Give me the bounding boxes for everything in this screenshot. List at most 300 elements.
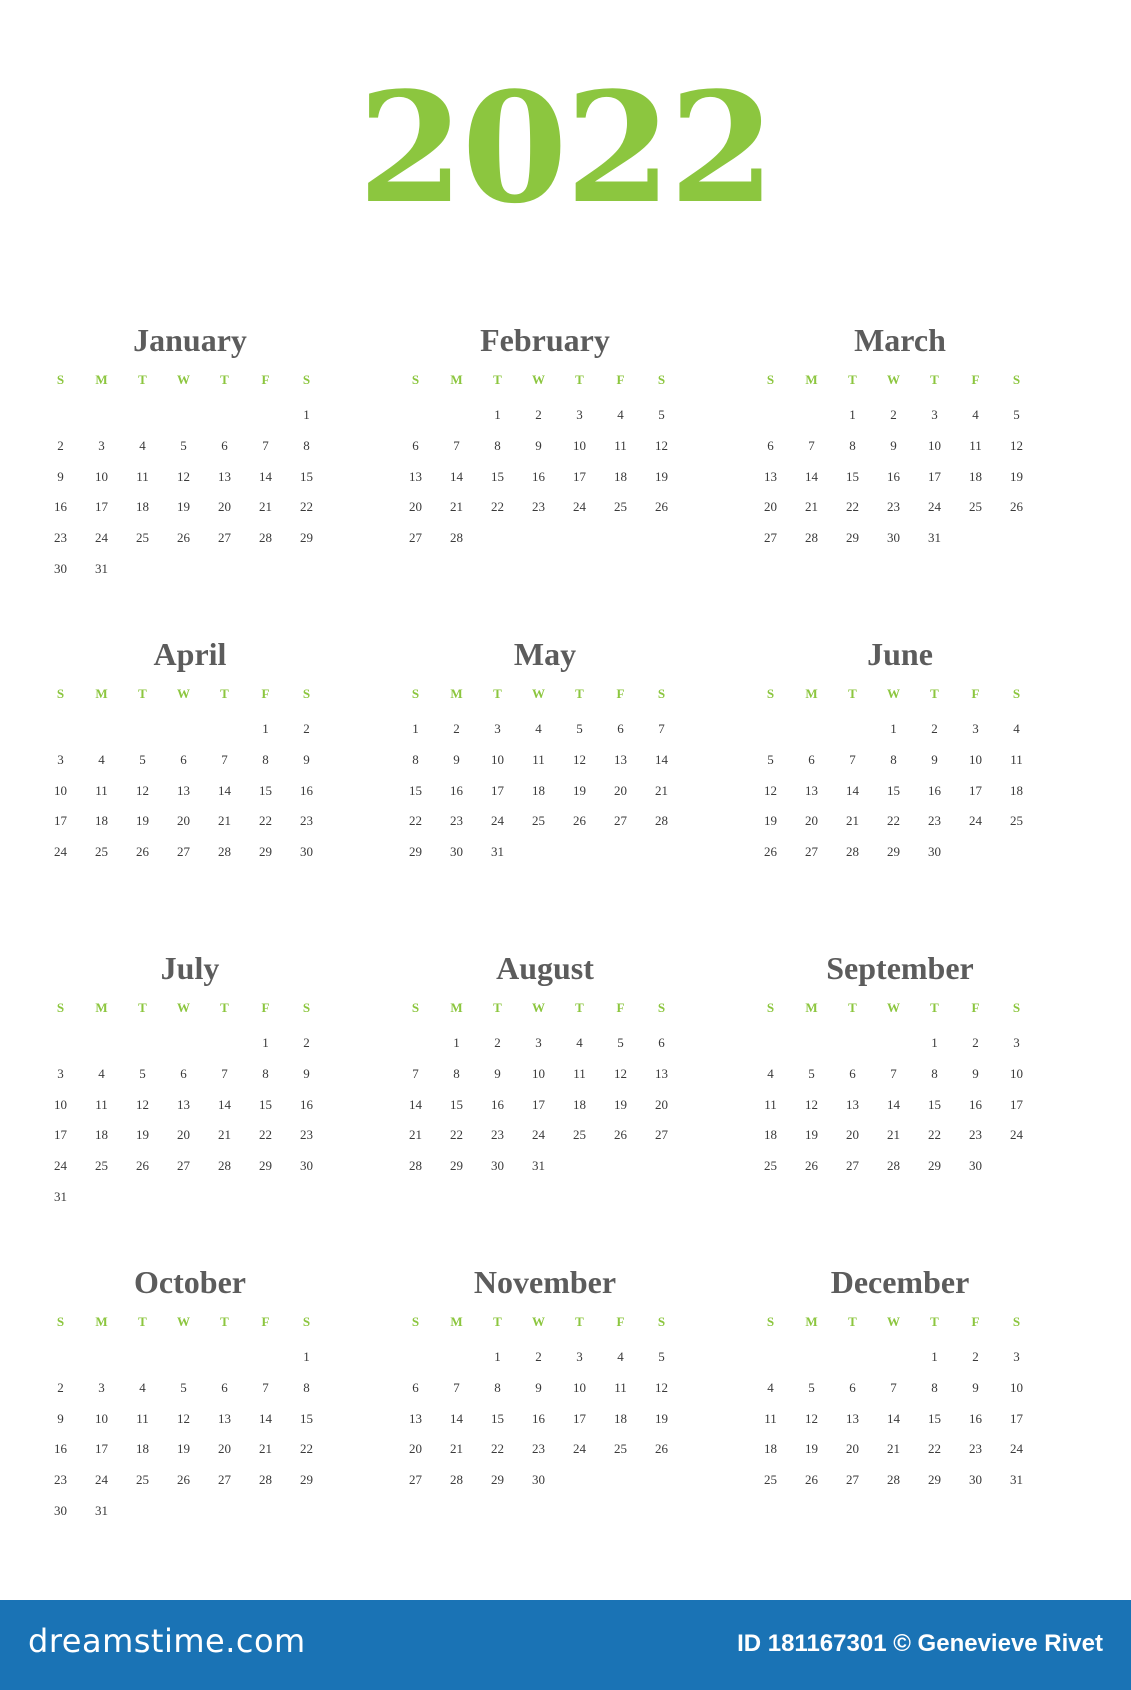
day-cell: 28	[450, 530, 463, 546]
empty-day-cell	[163, 1342, 204, 1373]
year-title: 2022	[357, 58, 774, 237]
day-cell: 14	[655, 751, 668, 767]
day-cell: 29	[846, 530, 859, 546]
month-name: December	[830, 1264, 970, 1300]
day-cell: 26	[764, 844, 777, 860]
day-cell: 6	[180, 1065, 187, 1081]
weekday-label: S	[411, 372, 420, 387]
day-cell: 18	[532, 782, 545, 798]
day-cell: 15	[259, 1096, 272, 1112]
day-cell: 16	[887, 468, 900, 484]
day-cell: 16	[450, 782, 463, 798]
weekday-label: W	[177, 1314, 190, 1329]
day-cell: 4	[576, 1035, 583, 1050]
days-grid	[750, 400, 1050, 554]
day-cell: 14	[218, 1096, 231, 1112]
day-cell: 24	[1010, 1127, 1023, 1143]
weekday-header-row	[40, 1310, 340, 1334]
day-cell: 13	[846, 1410, 859, 1426]
empty-day-cell	[791, 400, 832, 431]
day-cell: 12	[1010, 437, 1023, 453]
day-cell: 30	[300, 844, 313, 860]
weekday-header-row	[750, 682, 1050, 706]
empty-day-cell	[395, 400, 436, 431]
month-september	[750, 948, 1050, 1182]
empty-day-cell	[122, 1342, 163, 1373]
day-cell: 27	[218, 1472, 231, 1488]
day-cell: 14	[846, 782, 859, 798]
day-cell: 28	[655, 813, 668, 829]
day-cell: 27	[218, 530, 231, 546]
month-june	[750, 634, 1050, 868]
day-cell: 15	[887, 782, 900, 798]
day-cell: 21	[887, 1127, 900, 1143]
day-cell: 23	[450, 813, 463, 829]
month-january	[40, 320, 340, 585]
day-cell: 1	[262, 721, 269, 736]
day-cell: 18	[614, 1410, 627, 1426]
day-cell: 9	[453, 751, 460, 767]
day-cell: 23	[969, 1127, 982, 1143]
day-cell: 29	[259, 1158, 272, 1174]
day-cell: 29	[300, 530, 313, 546]
weekday-label: T	[575, 686, 584, 701]
day-cell: 28	[259, 530, 272, 546]
day-cell: 16	[300, 782, 313, 798]
day-cell: 5	[139, 751, 146, 767]
day-cell: 21	[218, 813, 231, 829]
day-cell: 14	[450, 468, 463, 484]
weekday-label: S	[302, 686, 311, 701]
weekday-header-row	[750, 996, 1050, 1020]
day-cell: 8	[494, 1379, 501, 1395]
weekday-label: S	[1012, 1314, 1021, 1329]
month-august	[395, 948, 695, 1182]
day-cell: 21	[805, 499, 818, 515]
day-cell: 11	[1010, 751, 1023, 767]
month-february	[395, 320, 695, 554]
day-cell: 29	[259, 844, 272, 860]
day-cell: 22	[928, 1127, 941, 1143]
empty-day-cell	[122, 400, 163, 431]
day-cell: 27	[846, 1158, 859, 1174]
weekday-label: S	[56, 372, 65, 387]
weekday-label: S	[1012, 686, 1021, 701]
day-cell: 16	[928, 782, 941, 798]
day-cell: 26	[573, 813, 586, 829]
empty-day-cell	[791, 1028, 832, 1059]
day-cell: 10	[95, 468, 108, 484]
day-cell: 8	[890, 751, 897, 767]
weekday-label: M	[805, 372, 818, 387]
day-cell: 28	[805, 530, 818, 546]
day-cell: 15	[491, 468, 504, 484]
weekday-label: T	[848, 372, 857, 387]
day-cell: 15	[300, 468, 313, 484]
weekday-label: T	[138, 372, 147, 387]
day-cell: 28	[409, 1158, 422, 1174]
day-cell: 17	[491, 782, 504, 798]
day-cell: 19	[177, 499, 190, 515]
day-cell: 29	[887, 844, 900, 860]
weekday-label: S	[411, 686, 420, 701]
day-cell: 7	[808, 437, 815, 453]
day-cell: 6	[849, 1379, 856, 1395]
day-cell: 14	[887, 1410, 900, 1426]
day-cell: 31	[95, 1502, 108, 1518]
empty-day-cell	[40, 714, 81, 745]
weekday-label: S	[766, 372, 775, 387]
day-cell: 30	[450, 844, 463, 860]
empty-day-cell	[436, 400, 477, 431]
day-cell: 7	[412, 1065, 419, 1081]
day-cell: 20	[218, 499, 231, 515]
day-cell: 20	[764, 499, 777, 515]
day-cell: 6	[767, 437, 774, 453]
days-grid	[750, 1028, 1050, 1182]
day-cell: 19	[655, 468, 668, 484]
weekday-label: F	[261, 1314, 270, 1329]
month-october	[40, 1262, 340, 1527]
day-cell: 12	[136, 782, 149, 798]
weekday-label: M	[95, 372, 108, 387]
day-cell: 7	[221, 751, 228, 767]
day-cell: 22	[491, 1441, 504, 1457]
day-cell: 3	[576, 1349, 583, 1364]
days-grid	[40, 1028, 340, 1213]
day-cell: 17	[1010, 1096, 1023, 1112]
month-november	[395, 1262, 695, 1496]
weekday-label: T	[220, 1000, 229, 1015]
weekday-label: S	[411, 1314, 420, 1329]
day-cell: 29	[409, 844, 422, 860]
day-cell: 4	[972, 407, 979, 422]
day-cell: 23	[491, 1127, 504, 1143]
day-cell: 4	[139, 1379, 146, 1395]
day-cell: 23	[54, 530, 67, 546]
weekday-label: S	[302, 1314, 311, 1329]
day-cell: 3	[494, 721, 501, 736]
empty-day-cell	[81, 400, 122, 431]
day-cell: 18	[614, 468, 627, 484]
day-cell: 18	[764, 1127, 777, 1143]
day-cell: 25	[95, 844, 108, 860]
day-cell: 31	[928, 530, 941, 546]
day-cell: 5	[767, 751, 774, 767]
day-cell: 19	[655, 1410, 668, 1426]
day-cell: 22	[450, 1127, 463, 1143]
day-cell: 24	[54, 1158, 67, 1174]
day-cell: 21	[409, 1127, 422, 1143]
day-cell: 6	[617, 721, 624, 736]
weekday-label: F	[261, 372, 270, 387]
day-cell: 13	[655, 1065, 668, 1081]
empty-day-cell	[873, 1342, 914, 1373]
day-cell: 18	[95, 813, 108, 829]
weekday-label: F	[261, 1000, 270, 1015]
day-cell: 2	[494, 1035, 501, 1050]
day-cell: 25	[1010, 813, 1023, 829]
month-march	[750, 320, 1050, 554]
empty-day-cell	[163, 714, 204, 745]
day-cell: 23	[969, 1441, 982, 1457]
weekday-label: W	[887, 686, 900, 701]
weekday-label: F	[616, 1314, 625, 1329]
day-cell: 16	[54, 499, 67, 515]
day-cell: 27	[409, 530, 422, 546]
day-cell: 7	[262, 1379, 269, 1395]
month-december	[750, 1262, 1050, 1496]
day-cell: 20	[805, 813, 818, 829]
day-cell: 22	[409, 813, 422, 829]
weekday-label: F	[971, 686, 980, 701]
weekday-label: W	[532, 1000, 545, 1015]
empty-day-cell	[791, 1342, 832, 1373]
day-cell: 25	[136, 530, 149, 546]
day-cell: 4	[1013, 721, 1020, 736]
weekday-label: S	[766, 1000, 775, 1015]
day-cell: 19	[614, 1096, 627, 1112]
day-cell: 5	[576, 721, 583, 736]
weekday-label: F	[971, 372, 980, 387]
day-cell: 1	[303, 1349, 310, 1364]
weekday-label: M	[95, 1314, 108, 1329]
day-cell: 19	[805, 1441, 818, 1457]
day-cell: 4	[535, 721, 542, 736]
day-cell: 8	[453, 1065, 460, 1081]
day-cell: 14	[450, 1410, 463, 1426]
day-cell: 8	[262, 1065, 269, 1081]
day-cell: 24	[54, 844, 67, 860]
days-grid	[40, 714, 340, 868]
day-cell: 3	[98, 437, 105, 453]
day-cell: 11	[136, 1410, 149, 1426]
day-cell: 18	[764, 1441, 777, 1457]
weekday-label: F	[616, 1000, 625, 1015]
weekday-label: S	[1012, 372, 1021, 387]
day-cell: 15	[259, 782, 272, 798]
day-cell: 17	[1010, 1410, 1023, 1426]
day-cell: 10	[573, 1379, 586, 1395]
day-cell: 11	[764, 1096, 777, 1112]
day-cell: 13	[846, 1096, 859, 1112]
month-name: June	[867, 636, 933, 672]
day-cell: 1	[412, 721, 419, 736]
day-cell: 14	[218, 782, 231, 798]
day-cell: 3	[1013, 1035, 1020, 1050]
day-cell: 2	[57, 437, 64, 453]
day-cell: 11	[95, 782, 108, 798]
day-cell: 24	[95, 1472, 108, 1488]
day-cell: 20	[614, 782, 627, 798]
empty-day-cell	[832, 714, 873, 745]
weekday-label: W	[532, 1314, 545, 1329]
day-cell: 29	[300, 1472, 313, 1488]
day-cell: 12	[764, 782, 777, 798]
day-cell: 20	[218, 1441, 231, 1457]
day-cell: 13	[177, 1096, 190, 1112]
weekday-label: W	[887, 1000, 900, 1015]
weekday-label: M	[805, 1000, 818, 1015]
footer-bar	[0, 1600, 1131, 1690]
weekday-label: S	[657, 1314, 666, 1329]
day-cell: 14	[805, 468, 818, 484]
day-cell: 31	[491, 844, 504, 860]
day-cell: 10	[54, 782, 67, 798]
day-cell: 4	[767, 1379, 774, 1395]
day-cell: 31	[1010, 1472, 1023, 1488]
empty-day-cell	[40, 1342, 81, 1373]
weekday-label: T	[575, 1314, 584, 1329]
day-cell: 15	[300, 1410, 313, 1426]
day-cell: 23	[532, 499, 545, 515]
day-cell: 5	[180, 437, 187, 453]
day-cell: 21	[655, 782, 668, 798]
day-cell: 7	[221, 1065, 228, 1081]
weekday-label: M	[450, 1314, 463, 1329]
day-cell: 5	[1013, 407, 1020, 422]
day-cell: 6	[412, 1379, 419, 1395]
weekday-label: S	[1012, 1000, 1021, 1015]
weekday-label: W	[887, 372, 900, 387]
weekday-label: T	[575, 372, 584, 387]
day-cell: 21	[450, 1441, 463, 1457]
month-name: September	[826, 950, 974, 986]
weekday-label: T	[930, 1000, 939, 1015]
month-name: May	[513, 636, 577, 672]
day-cell: 3	[57, 751, 64, 767]
day-cell: 1	[494, 1349, 501, 1364]
month-name: February	[480, 322, 610, 358]
empty-day-cell	[245, 1342, 286, 1373]
empty-day-cell	[163, 400, 204, 431]
weekday-label: T	[138, 1000, 147, 1015]
day-cell: 10	[491, 751, 504, 767]
day-cell: 17	[95, 1441, 108, 1457]
empty-day-cell	[395, 1028, 436, 1059]
month-name: January	[133, 322, 247, 358]
day-cell: 27	[846, 1472, 859, 1488]
empty-day-cell	[81, 1028, 122, 1059]
day-cell: 5	[808, 1379, 815, 1395]
day-cell: 4	[617, 407, 624, 422]
day-cell: 27	[805, 844, 818, 860]
day-cell: 21	[218, 1127, 231, 1143]
day-cell: 15	[491, 1410, 504, 1426]
weekday-label: F	[971, 1314, 980, 1329]
day-cell: 27	[655, 1127, 668, 1143]
day-cell: 28	[846, 844, 859, 860]
weekday-label: S	[56, 686, 65, 701]
day-cell: 2	[931, 721, 938, 736]
day-cell: 30	[300, 1158, 313, 1174]
days-grid	[395, 714, 695, 868]
day-cell: 24	[573, 499, 586, 515]
weekday-label: T	[848, 1000, 857, 1015]
day-cell: 2	[303, 721, 310, 736]
day-cell: 1	[849, 407, 856, 422]
weekday-label: T	[220, 372, 229, 387]
weekday-label: S	[766, 686, 775, 701]
day-cell: 24	[928, 499, 941, 515]
day-cell: 17	[54, 1127, 67, 1143]
day-cell: 5	[658, 407, 665, 422]
day-cell: 24	[573, 1441, 586, 1457]
day-cell: 6	[658, 1035, 665, 1050]
empty-day-cell	[832, 1028, 873, 1059]
day-cell: 7	[658, 721, 665, 736]
footer-brand[interactable]: dreamstime.com	[28, 1622, 306, 1660]
day-cell: 26	[655, 499, 668, 515]
weekday-label: S	[56, 1314, 65, 1329]
day-cell: 5	[180, 1379, 187, 1395]
day-cell: 16	[532, 1410, 545, 1426]
day-cell: 5	[658, 1349, 665, 1364]
day-cell: 9	[931, 751, 938, 767]
day-cell: 26	[655, 1441, 668, 1457]
day-cell: 12	[805, 1410, 818, 1426]
day-cell: 6	[221, 437, 228, 453]
day-cell: 19	[764, 813, 777, 829]
day-cell: 20	[177, 1127, 190, 1143]
day-cell: 1	[494, 407, 501, 422]
weekday-label: F	[261, 686, 270, 701]
day-cell: 12	[655, 437, 668, 453]
day-cell: 27	[409, 1472, 422, 1488]
day-cell: 16	[532, 468, 545, 484]
day-cell: 4	[98, 751, 105, 767]
footer-image-id: ID 181167301 © Genevieve Rivet	[737, 1630, 1103, 1657]
empty-day-cell	[832, 1342, 873, 1373]
weekday-header-row	[750, 1310, 1050, 1334]
day-cell: 12	[136, 1096, 149, 1112]
day-cell: 17	[54, 813, 67, 829]
day-cell: 4	[767, 1065, 774, 1081]
day-cell: 7	[890, 1065, 897, 1081]
day-cell: 17	[532, 1096, 545, 1112]
day-cell: 5	[139, 1065, 146, 1081]
day-cell: 4	[617, 1349, 624, 1364]
day-cell: 10	[969, 751, 982, 767]
weekday-label: T	[493, 372, 502, 387]
empty-day-cell	[81, 714, 122, 745]
days-grid	[40, 1342, 340, 1527]
weekday-header-row	[395, 682, 695, 706]
empty-day-cell	[436, 1342, 477, 1373]
weekday-label: T	[493, 1000, 502, 1015]
day-cell: 15	[846, 468, 859, 484]
day-cell: 3	[57, 1065, 64, 1081]
empty-day-cell	[163, 1028, 204, 1059]
weekday-header-row	[395, 996, 695, 1020]
empty-day-cell	[395, 1342, 436, 1373]
day-cell: 5	[617, 1035, 624, 1050]
day-cell: 30	[532, 1472, 545, 1488]
day-cell: 16	[300, 1096, 313, 1112]
day-cell: 25	[532, 813, 545, 829]
weekday-label: T	[220, 686, 229, 701]
weekday-header-row	[395, 368, 695, 392]
day-cell: 10	[54, 1096, 67, 1112]
weekday-label: W	[887, 1314, 900, 1329]
day-cell: 20	[846, 1127, 859, 1143]
day-cell: 7	[453, 1379, 460, 1395]
weekday-label: T	[848, 686, 857, 701]
empty-day-cell	[204, 400, 245, 431]
day-cell: 26	[136, 844, 149, 860]
month-name: October	[134, 1264, 246, 1300]
day-cell: 17	[573, 468, 586, 484]
